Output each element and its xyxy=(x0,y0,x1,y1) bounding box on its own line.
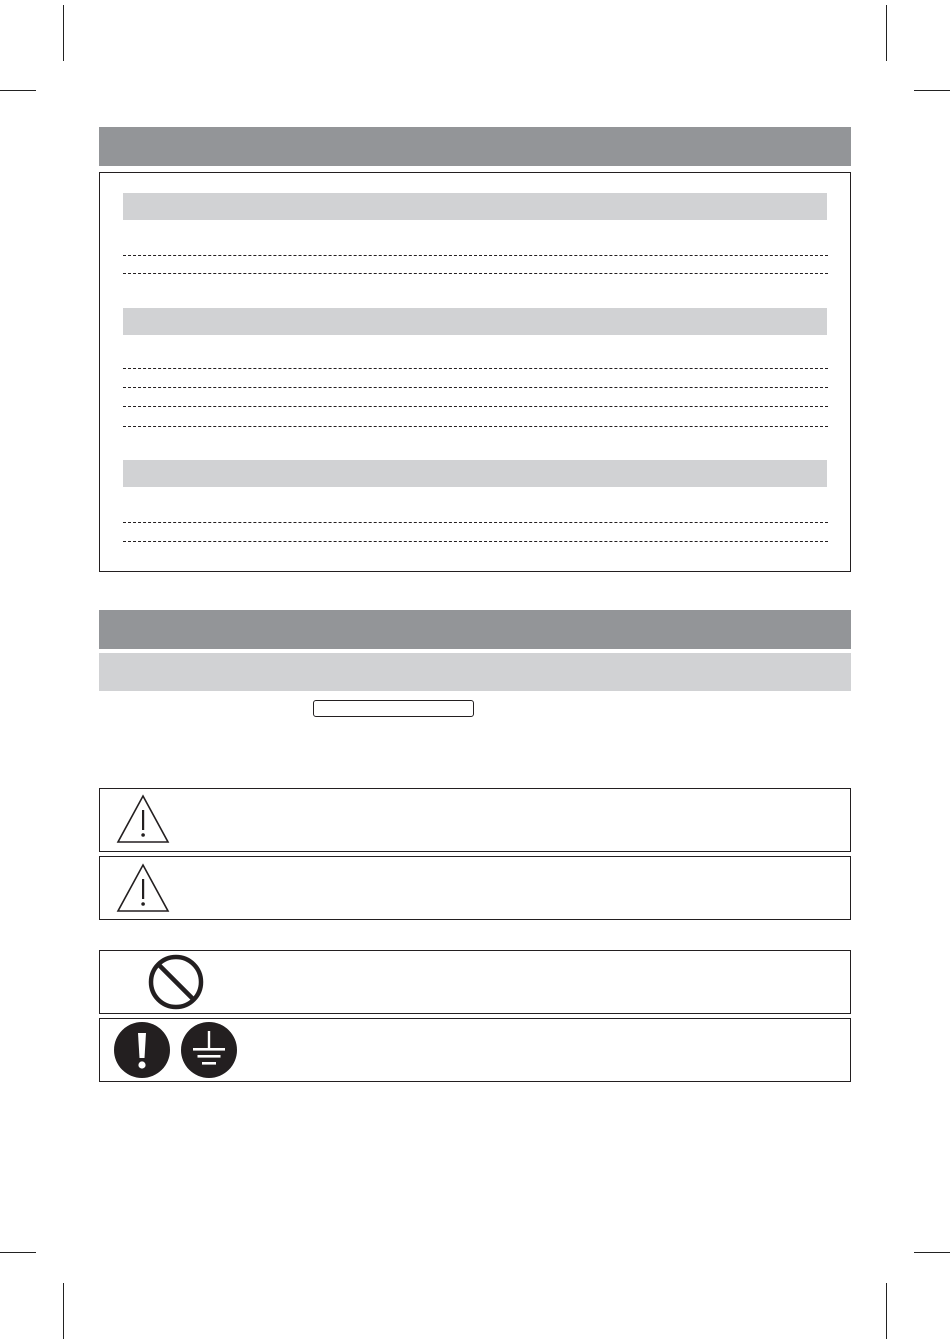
crop-mark-bottom-left-h xyxy=(0,1252,36,1253)
contents-entry-line xyxy=(123,406,828,407)
contents-group-1-header xyxy=(123,193,827,220)
caution-triangle-icon xyxy=(115,862,171,914)
ground-connection-icon xyxy=(180,1021,238,1079)
caution-symbol-box xyxy=(99,856,851,920)
contents-entry-line xyxy=(123,368,828,369)
contents-entry-line xyxy=(123,273,828,274)
crop-mark-top-right xyxy=(886,5,887,61)
crop-mark-top-right-h xyxy=(914,90,950,91)
prohibition-icon xyxy=(147,953,205,1011)
mandatory-action-icon xyxy=(113,1021,171,1079)
contents-entry-line xyxy=(123,522,828,523)
contents-group-3-header xyxy=(123,460,827,487)
contents-entry-line xyxy=(123,426,828,427)
crop-mark-top-left-h xyxy=(0,90,36,91)
warning-triangle-icon xyxy=(115,793,171,845)
safety-subheader-bar xyxy=(99,653,851,691)
crop-mark-top-left xyxy=(63,5,64,61)
warning-symbol-box xyxy=(99,788,851,852)
crop-mark-bottom-right xyxy=(886,1283,887,1339)
contents-header-bar xyxy=(99,127,851,166)
safety-header-bar xyxy=(99,610,851,649)
contents-frame xyxy=(99,172,851,572)
prohibition-symbol-box xyxy=(99,950,851,1014)
contents-entry-line xyxy=(123,387,828,388)
mandatory-symbol-box xyxy=(99,1018,851,1082)
crop-mark-bottom-right-h xyxy=(914,1252,950,1253)
crop-mark-bottom-left xyxy=(63,1283,64,1339)
contents-group-2-header xyxy=(123,308,827,335)
contents-entry-line xyxy=(123,255,828,256)
reference-label-box xyxy=(313,700,474,717)
contents-entry-line xyxy=(123,541,828,542)
